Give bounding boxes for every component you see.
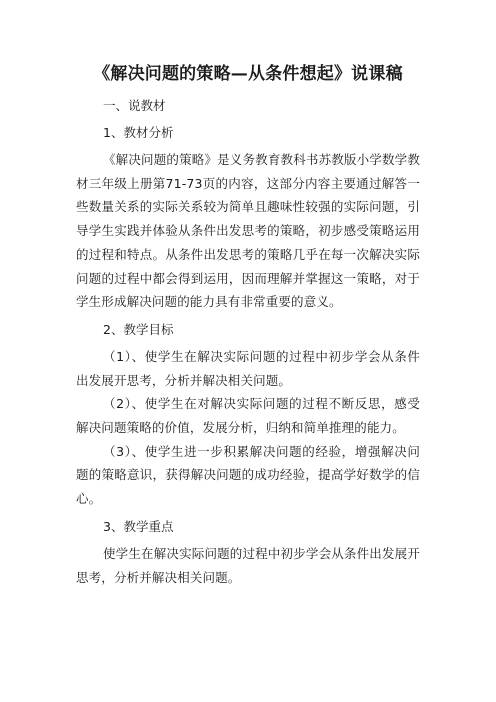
section-heading-teaching-material: 一、说教材 (103, 98, 166, 113)
paragraph-teaching-focus: 使学生在解决实际问题的过程中初步学会从条件出发展开思考，分析并解决相关问题。 (76, 545, 420, 585)
subheading-material-analysis: 1、教材分析 (103, 125, 174, 140)
subheading-teaching-focus: 3、教学重点 (103, 518, 174, 534)
document-title: 《解决问题的策略—从条件想起》说课稿 (93, 64, 403, 84)
teaching-goal-2: （2）、使学生在对解决实际问题的过程不断反思，感受解决问题策略的价值，发展分析，归纳和简单推理的能力。 (76, 396, 420, 436)
teaching-goal-1: （1）、使学生在解决实际问题的过程中初步学会从条件出发展开思考，分析并解决相关问题。 (76, 348, 420, 388)
paragraph-material-analysis: 《解决问题的策略》是义务教育教科书苏教版小学数学教材三年级上册第71-73页的内容，这部分内容主要通过解答一些数量关系的实际关系较为简单且趣味性较强的实际问题，引导学生实践并体验从条件出发思考的策略，初步感受策略运用的过程和特点。从条件出发思考的策略几乎在每一次解决实际问题的过程中都会得到运用，因而理解并掌握这一策略，对于学生形成解决问题的能力具有非常重要的意义。 (76, 152, 420, 310)
subheading-teaching-goals: 2、教学目标 (103, 321, 174, 337)
teaching-goal-3: （3）、使学生进一步积累解决问题的经验，增强解决问题的策略意识，获得解决问题的成功经验，提高学好数学的信心。 (76, 443, 420, 507)
